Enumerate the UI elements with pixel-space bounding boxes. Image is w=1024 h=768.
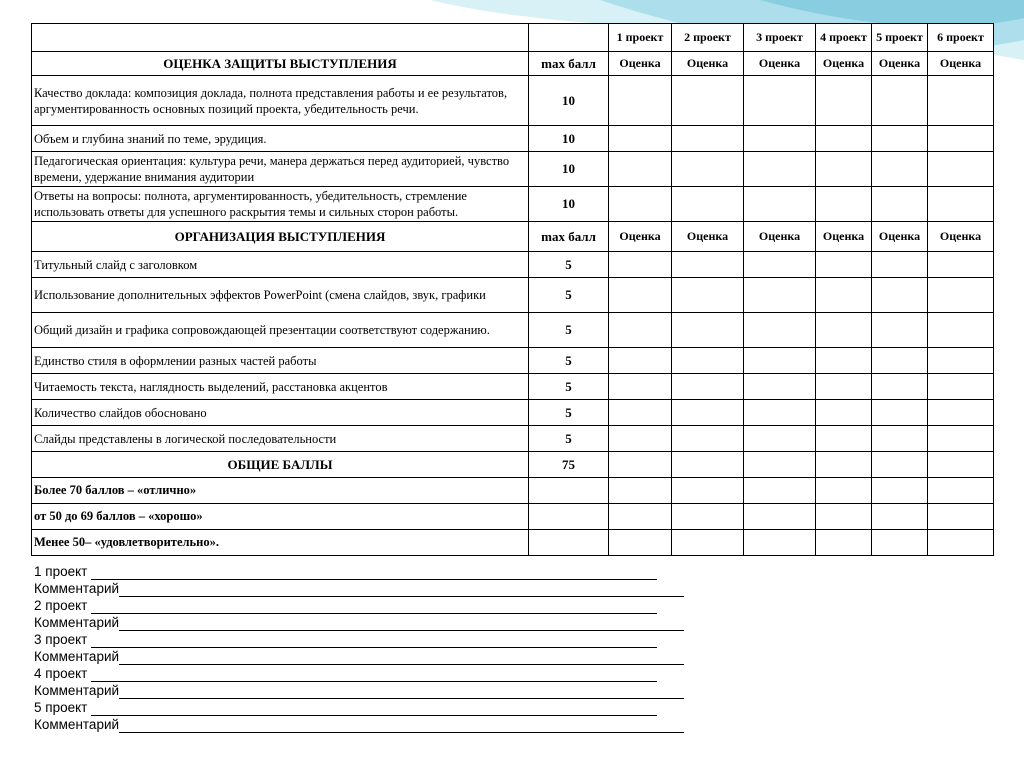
grade-cell[interactable]: [672, 313, 744, 348]
grade-cell[interactable]: [872, 530, 928, 556]
grade-cell[interactable]: [672, 252, 744, 278]
grade-cell[interactable]: [816, 313, 872, 348]
grade-cell[interactable]: [928, 126, 994, 152]
comment-line: [34, 648, 684, 665]
max-score: 5: [529, 313, 609, 348]
grade-cell[interactable]: [928, 348, 994, 374]
max-score: 10: [529, 126, 609, 152]
max-score: 5: [529, 278, 609, 313]
project-note-blank[interactable]: [91, 600, 657, 614]
grade-cell[interactable]: [609, 400, 672, 426]
grade-cell[interactable]: [816, 426, 872, 452]
criterion-row: [32, 76, 994, 126]
grade-cell[interactable]: [672, 187, 744, 222]
grading-scale-row: [32, 504, 994, 530]
grade-cell[interactable]: [672, 278, 744, 313]
grade-header: Оценка: [744, 222, 816, 252]
project-note-blank[interactable]: [91, 566, 657, 580]
grade-cell[interactable]: [609, 478, 672, 504]
section-title: ОРГАНИЗАЦИЯ ВЫСТУПЛЕНИЯ: [32, 222, 529, 252]
grade-header: Оценка: [872, 222, 928, 252]
grade-cell[interactable]: [672, 374, 744, 400]
project-note-line: [34, 631, 684, 648]
grade-cell[interactable]: [744, 452, 816, 478]
total-row: [32, 452, 994, 478]
grade-header: Оценка: [928, 222, 994, 252]
grade-cell[interactable]: [928, 452, 994, 478]
grade-cell[interactable]: [744, 126, 816, 152]
grade-cell[interactable]: [672, 76, 744, 126]
criterion-text: Использование дополнительных эффектов PowerPoint (смена слайдов, звук, графики: [32, 278, 529, 313]
grade-cell[interactable]: [744, 530, 816, 556]
grade-header: Оценка: [744, 52, 816, 76]
grade-cell[interactable]: [744, 348, 816, 374]
grade-cell[interactable]: [816, 76, 872, 126]
grade-cell[interactable]: [744, 252, 816, 278]
grade-cell[interactable]: [872, 126, 928, 152]
grade-cell[interactable]: [816, 278, 872, 313]
grade-cell[interactable]: [609, 126, 672, 152]
project-header: 4 проект: [816, 24, 872, 52]
criterion-row: [32, 126, 994, 152]
project-note-line: [34, 563, 684, 580]
max-score: 5: [529, 426, 609, 452]
grade-cell[interactable]: [928, 426, 994, 452]
grade-cell[interactable]: [872, 313, 928, 348]
comment-blank[interactable]: [119, 719, 684, 733]
comment-label: Комментарий: [34, 615, 120, 630]
total-max: 75: [529, 452, 609, 478]
grade-cell[interactable]: [816, 374, 872, 400]
comment-line: [34, 682, 684, 699]
grade-header: Оценка: [872, 52, 928, 76]
comment-label: Комментарий: [34, 581, 120, 596]
grade-cell[interactable]: [744, 313, 816, 348]
grade-cell[interactable]: [928, 400, 994, 426]
comment-label: Комментарий: [34, 649, 120, 664]
grade-cell[interactable]: [744, 152, 816, 187]
grade-header: Оценка: [609, 222, 672, 252]
evaluation-table: [31, 23, 994, 556]
grade-cell[interactable]: [609, 313, 672, 348]
grade-cell[interactable]: [609, 374, 672, 400]
grade-cell[interactable]: [744, 187, 816, 222]
grade-cell[interactable]: [872, 504, 928, 530]
grade-cell[interactable]: [928, 252, 994, 278]
grade-cell[interactable]: [816, 126, 872, 152]
header-blank-cell: [32, 24, 529, 52]
comment-blank[interactable]: [119, 685, 684, 699]
project-note-blank[interactable]: [91, 702, 657, 716]
criterion-text: Общий дизайн и графика сопровождающей презентации соответствуют содержанию.: [32, 313, 529, 348]
grade-cell[interactable]: [672, 530, 744, 556]
grade-cell[interactable]: [816, 400, 872, 426]
grade-cell[interactable]: [872, 278, 928, 313]
grade-cell[interactable]: [609, 348, 672, 374]
comment-blank[interactable]: [119, 583, 684, 597]
max-score: 5: [529, 252, 609, 278]
grade-cell[interactable]: [744, 478, 816, 504]
grade-cell[interactable]: [872, 187, 928, 222]
grading-scale-text: Менее 50– «удовлетворительно».: [32, 530, 529, 556]
grade-cell[interactable]: [816, 152, 872, 187]
criterion-text: Качество доклада: композиция доклада, полнота представления работы и ее результатов, аргументированность основных позиций проекта, убедительность речи.: [32, 76, 529, 126]
comment-label: Комментарий: [34, 683, 120, 698]
grade-cell[interactable]: [609, 76, 672, 126]
section-title: ОЦЕНКА ЗАЩИТЫ ВЫСТУПЛЕНИЯ: [32, 52, 529, 76]
criterion-row: [32, 426, 994, 452]
project-note-label: 5 проект: [34, 700, 88, 715]
grade-cell[interactable]: [872, 348, 928, 374]
total-label: ОБЩИЕ БАЛЛЫ: [32, 452, 529, 478]
scale-empty-cell: [529, 530, 609, 556]
project-note-line: [34, 699, 684, 716]
grade-header: Оценка: [928, 52, 994, 76]
grade-cell[interactable]: [816, 478, 872, 504]
grade-cell[interactable]: [928, 187, 994, 222]
grade-cell[interactable]: [816, 348, 872, 374]
grading-scale-text: от 50 до 69 баллов – «хорошо»: [32, 504, 529, 530]
grade-cell[interactable]: [816, 504, 872, 530]
grade-cell[interactable]: [928, 278, 994, 313]
scale-empty-cell: [529, 504, 609, 530]
grade-cell[interactable]: [816, 452, 872, 478]
project-header: 3 проект: [744, 24, 816, 52]
grade-cell[interactable]: [609, 426, 672, 452]
max-score: 10: [529, 152, 609, 187]
max-score: 5: [529, 400, 609, 426]
comments-section: [34, 563, 684, 733]
grade-cell[interactable]: [609, 530, 672, 556]
grade-cell[interactable]: [928, 478, 994, 504]
comment-blank[interactable]: [119, 617, 684, 631]
criterion-row: [32, 374, 994, 400]
grade-cell[interactable]: [928, 504, 994, 530]
grade-header: Оценка: [609, 52, 672, 76]
grading-scale-row: [32, 530, 994, 556]
grade-header: Оценка: [816, 222, 872, 252]
project-header: 2 проект: [672, 24, 744, 52]
grade-cell[interactable]: [672, 504, 744, 530]
comment-label: Комментарий: [34, 717, 120, 732]
grade-cell[interactable]: [816, 530, 872, 556]
grade-cell[interactable]: [872, 426, 928, 452]
grade-cell[interactable]: [672, 152, 744, 187]
project-header: 1 проект: [609, 24, 672, 52]
grade-header: Оценка: [816, 52, 872, 76]
grade-cell[interactable]: [744, 278, 816, 313]
criterion-text: Единство стиля в оформлении разных частей работы: [32, 348, 529, 374]
project-header: 5 проект: [872, 24, 928, 52]
grade-cell[interactable]: [872, 76, 928, 126]
grade-cell[interactable]: [928, 530, 994, 556]
project-note-label: 3 проект: [34, 632, 88, 647]
max-score: 5: [529, 374, 609, 400]
comment-blank[interactable]: [119, 651, 684, 665]
criterion-row: [32, 252, 994, 278]
grade-cell[interactable]: [609, 452, 672, 478]
criterion-text: Ответы на вопросы: полнота, аргументированность, убедительность, стремление использовать ответы для успешного раскрытия темы и сильных сторон работы.: [32, 187, 529, 222]
grade-cell[interactable]: [672, 400, 744, 426]
grade-cell[interactable]: [744, 76, 816, 126]
section-header-row: [32, 222, 994, 252]
criterion-row: [32, 348, 994, 374]
criterion-row: [32, 187, 994, 222]
grade-cell[interactable]: [872, 478, 928, 504]
max-score-header: max балл: [529, 52, 609, 76]
criterion-text: Титульный слайд с заголовком: [32, 252, 529, 278]
grade-cell[interactable]: [672, 126, 744, 152]
project-note-label: 4 проект: [34, 666, 88, 681]
grade-cell[interactable]: [872, 152, 928, 187]
grade-cell[interactable]: [609, 252, 672, 278]
grade-cell[interactable]: [609, 504, 672, 530]
grade-cell[interactable]: [609, 278, 672, 313]
grade-cell[interactable]: [672, 452, 744, 478]
scale-empty-cell: [529, 478, 609, 504]
criterion-text: Педагогическая ориентация: культура речи, манера держаться перед аудиторией, чувство времени, удержание внимания аудитории: [32, 152, 529, 187]
grading-scale-text: Более 70 баллов – «отлично»: [32, 478, 529, 504]
grade-header: Оценка: [672, 52, 744, 76]
project-note-label: 2 проект: [34, 598, 88, 613]
grading-scale-row: [32, 478, 994, 504]
max-score-header: max балл: [529, 222, 609, 252]
comment-line: [34, 716, 684, 733]
grade-cell[interactable]: [928, 152, 994, 187]
grade-cell[interactable]: [872, 452, 928, 478]
grade-cell[interactable]: [672, 348, 744, 374]
comment-line: [34, 614, 684, 631]
criterion-text: Количество слайдов обосновано: [32, 400, 529, 426]
project-header-row: [32, 24, 994, 52]
grade-cell[interactable]: [872, 374, 928, 400]
grade-cell[interactable]: [744, 426, 816, 452]
project-note-line: [34, 597, 684, 614]
criterion-text: Читаемость текста, наглядность выделений, расстановка акцентов: [32, 374, 529, 400]
project-note-label: 1 проект: [34, 564, 88, 579]
max-score: 10: [529, 187, 609, 222]
grade-cell[interactable]: [672, 478, 744, 504]
section-header-row: [32, 52, 994, 76]
evaluation-sheet: [31, 23, 994, 556]
header-blank-cell: [529, 24, 609, 52]
grade-header: Оценка: [672, 222, 744, 252]
criterion-row: [32, 278, 994, 313]
max-score: 5: [529, 348, 609, 374]
grade-cell[interactable]: [928, 374, 994, 400]
grade-cell[interactable]: [672, 426, 744, 452]
project-note-blank[interactable]: [91, 668, 657, 682]
grade-cell[interactable]: [816, 187, 872, 222]
grade-cell[interactable]: [872, 400, 928, 426]
grade-cell[interactable]: [609, 187, 672, 222]
criterion-text: Объем и глубина знаний по теме, эрудиция.: [32, 126, 529, 152]
grade-cell[interactable]: [928, 76, 994, 126]
grade-cell[interactable]: [816, 252, 872, 278]
project-note-line: [34, 665, 684, 682]
project-note-blank[interactable]: [91, 634, 657, 648]
criterion-text: Слайды представлены в логической последовательности: [32, 426, 529, 452]
project-header: 6 проект: [928, 24, 994, 52]
grade-cell[interactable]: [609, 152, 672, 187]
criterion-row: [32, 400, 994, 426]
comment-line: [34, 580, 684, 597]
max-score: 10: [529, 76, 609, 126]
criterion-row: [32, 313, 994, 348]
grade-cell[interactable]: [928, 313, 994, 348]
grade-cell[interactable]: [872, 252, 928, 278]
table-body: [32, 24, 994, 556]
grade-cell[interactable]: [744, 504, 816, 530]
grade-cell[interactable]: [744, 400, 816, 426]
criterion-row: [32, 152, 994, 187]
grade-cell[interactable]: [744, 374, 816, 400]
